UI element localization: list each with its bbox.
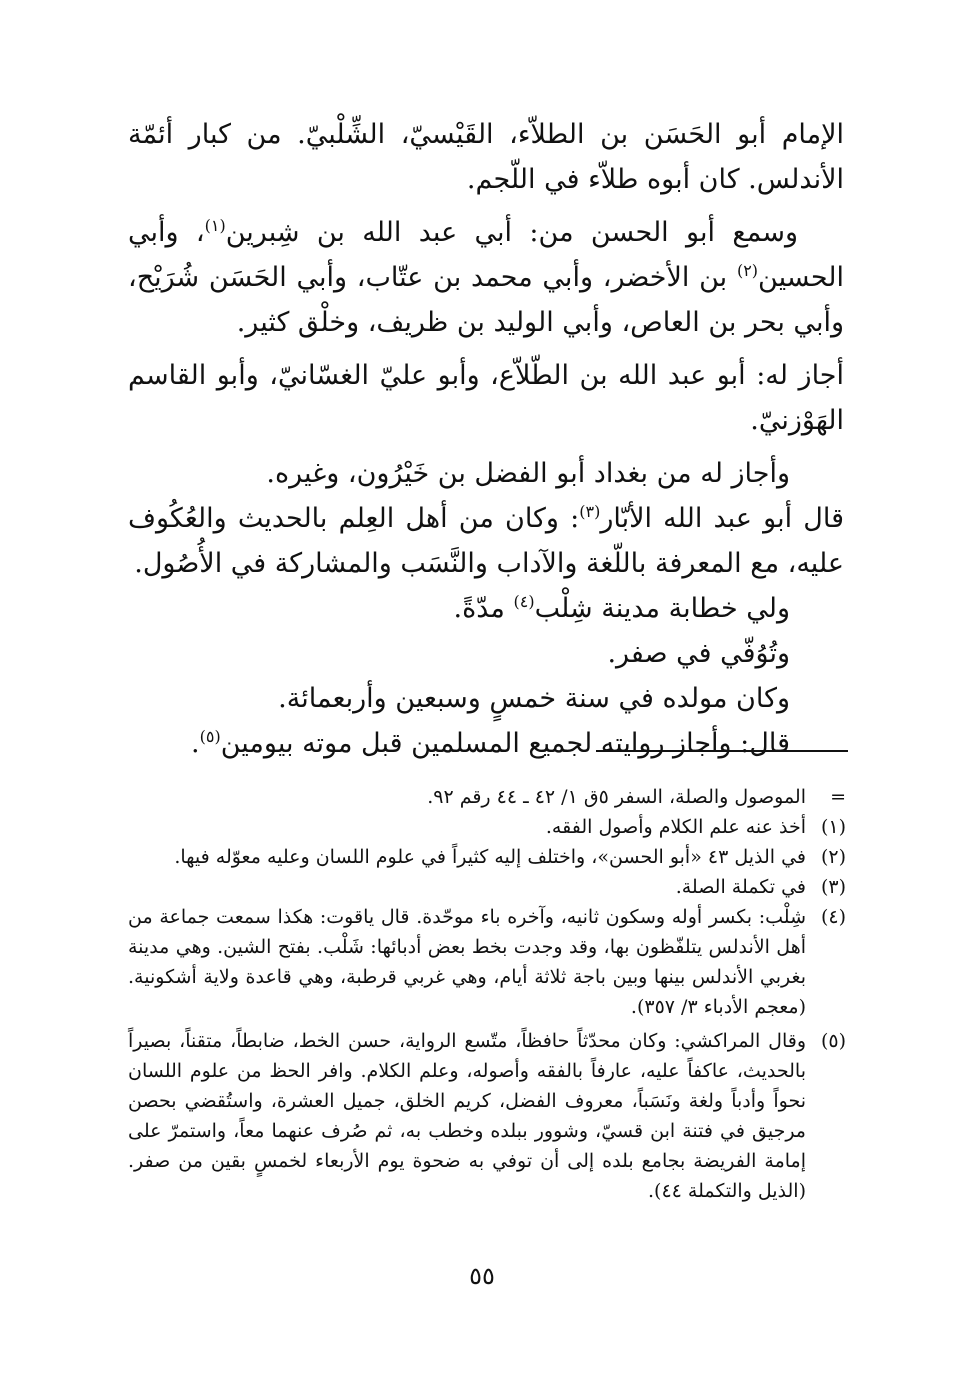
paragraph-abbar-quote (128, 496, 844, 586)
footnote-text: شِلْب: بكسر أوله وسكون ثانيه، وآخره باء موحّدة. قال ياقوت: هكذا سمعت جماعة من أهل الأندلس يتلفّظون بها، وقد وجدت بخط بعض أدبائها: شَلْب. بفتح الشين. وهي مدينة بغربي الأندلس بينها وبين باجة ثلاثة أيام، وهي غربي قرطبة، وهي قاعدة ولاية أشكونية. (معجم الأدباء ٣/ ٣٥٧). (128, 906, 806, 1018)
footnote-2 (128, 842, 846, 872)
footnote-ref-3[interactable]: (٣) (579, 502, 601, 521)
footnote-ref-5[interactable]: (٥) (199, 727, 221, 746)
footnote-number: (٥) (820, 1030, 846, 1052)
paragraph-sermon (128, 586, 844, 631)
paragraph-baghdad (128, 451, 844, 496)
teachers-text-3: بن الأخضر، وأبي محمد بن عتّاب، وأبي الحَسَن شُرَيْح، وأبي بحر بن العاص، وأبي الوليد بن ظريف، وخلْق كثير. (128, 262, 844, 338)
paragraph-teachers (128, 210, 844, 345)
footnote-number: (٣) (820, 876, 846, 898)
footnote-text: في الذيل ٤٣ «أبو الحسن»، واختلف إليه كثيراً في علوم اللسان وعليه معوّله فيها. (174, 846, 806, 868)
footnote-4 (128, 902, 846, 1022)
paragraph-birth (128, 676, 844, 721)
abbar-quote-text-1: قال أبو عبد الله الأبّار (600, 503, 845, 534)
licensers-text: أجاز له: أبو عبد الله بن الطّلاّع، وأبو عليّ الغسّانيّ، وأبو القاسم الهَوْزنيّ. (128, 360, 844, 436)
paragraph-intro (128, 112, 844, 202)
sermon-text-2: مدّةً. (453, 593, 514, 624)
footnote-text: في تكملة الصلة. (675, 876, 806, 898)
paragraph-license (128, 721, 844, 766)
footnote-continuation (128, 782, 846, 812)
abbar-quote-text-2: : وكان من أهل العِلم بالحديث والعُكُوف عليه، مع المعرفة باللّغة والآداب والنَّسَب والمشاركة في الأُصُول. (128, 503, 844, 579)
teachers-text-1: وسمع أبو الحسن من: أبي عبد الله بن شِبرين (225, 217, 798, 248)
footnote-separator (596, 750, 848, 752)
birth-text: وكان مولده في سنة خمسٍ وسبعين وأربعمائة. (278, 683, 790, 714)
footnote-ref-4[interactable]: (٤) (513, 592, 535, 611)
footnote-number: (١) (820, 816, 846, 838)
intro-text: الإمام أبو الحَسَن بن الطلاّء، القَيْسيّ، الشِّلْبيّ. من كبار أئمّة الأندلس. كان أبوه طلاّء في اللّجم. (128, 119, 844, 195)
paragraph-death (128, 631, 844, 676)
page-number: ٥٥ (469, 1262, 495, 1290)
footnote-1 (128, 812, 846, 842)
footnote-number: (٢) (820, 846, 846, 868)
footnote-text: الموصول والصلة، السفر ٥ق ١/ ٤٢ ـ ٤٤ رقم ٩٢. (427, 786, 806, 808)
footnote-marker: = (830, 786, 846, 808)
license-text-2: . (191, 728, 200, 759)
footnote-text: أخذ عنه علم الكلام وأصول الفقه. (545, 816, 806, 838)
footnote-3 (128, 872, 846, 902)
paragraph-licensers (128, 353, 844, 443)
footnote-text: وقال المراكشي: وكان محدّثاً حافظاً، متّسع الرواية، حسن الخط، ضابطاً، متقناً، بصيراً بالحديث، عاكفاً عليه، عارفاً بالفقه وأصوله، وعلم الكلام. وافر الحظ من علوم اللسان نحواً وأدباً ولغة ونَسَباً، معروف الفضل، كريم الخلق، جميل العشرة، واستُقضي بحصن مرجيق في فتنة ابن قسيّ، وشوور ببلده وخطب به، ثم صُرف عنهما معاً، واستمرّ على إمامة الفريضة بجامع بلده إلى أن توفي به ضحوة يوم الأربعاء لخمسٍ بقين من صفر. (الذيل والتكملة ٤٤). (128, 1030, 806, 1202)
teachers-text-2: ، وأبي الحسين (128, 217, 844, 293)
footnote-ref-1[interactable]: (١) (204, 216, 226, 235)
sermon-text-1: ولي خطابة مدينة شِلْب (534, 593, 790, 624)
baghdad-text: وأجاز له من بغداد أبو الفضل بن خَيْرُون، وغيره. (266, 458, 790, 489)
main-text (128, 112, 844, 766)
footnote-ref-2[interactable]: (٢) (736, 261, 759, 280)
footnote-5 (128, 1026, 846, 1206)
death-text: وتُوُفّي في صفر. (607, 638, 790, 669)
footnotes (128, 782, 846, 1206)
license-text-1: قال: وأجاز روايته لجميع المسلمين قبل موته بيومين (220, 728, 790, 759)
footnote-number: (٤) (820, 906, 846, 928)
